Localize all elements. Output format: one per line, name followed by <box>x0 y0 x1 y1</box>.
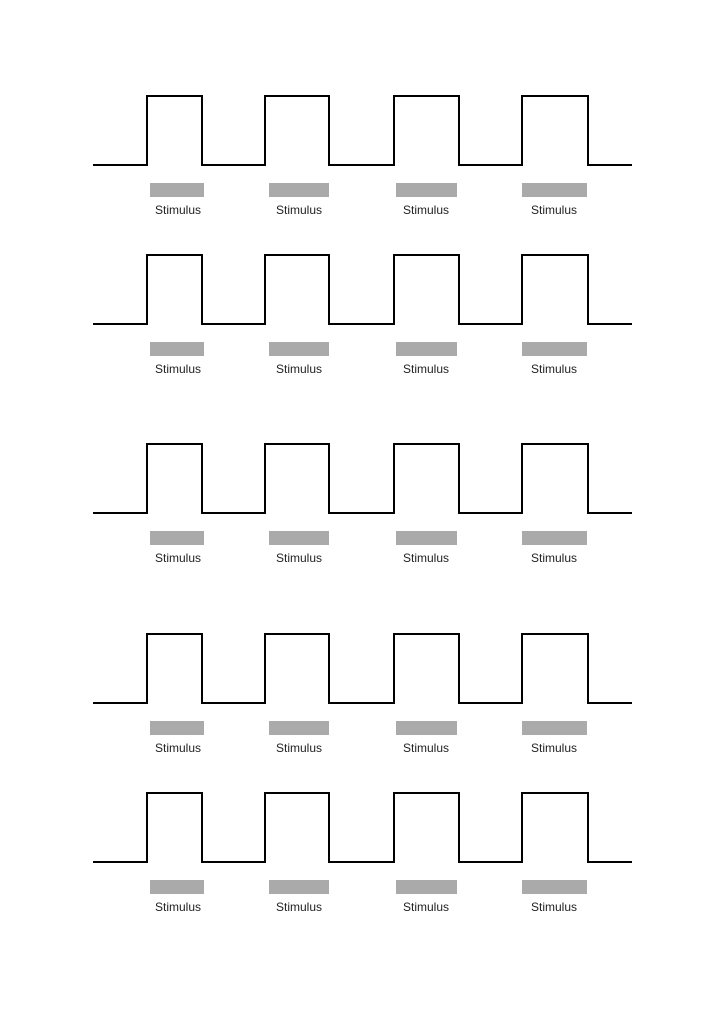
stimulus-bar <box>522 531 587 545</box>
pulse-row-2 <box>93 255 632 376</box>
stimulus-label: Stimulus <box>154 203 202 217</box>
stimulus-label: Stimulus <box>402 741 450 755</box>
stimulus-bar <box>522 342 587 356</box>
stimulus-bar <box>522 880 587 894</box>
stimulus-bar <box>396 342 457 356</box>
square-wave <box>93 96 632 165</box>
stimulus-label: Stimulus <box>530 551 578 565</box>
stimulus-label: Stimulus <box>154 741 202 755</box>
stimulus-bar <box>150 531 204 545</box>
stimulus-bar <box>150 721 204 735</box>
stimulus-label: Stimulus <box>154 362 202 376</box>
stimulus-bar <box>150 880 204 894</box>
stimulus-bar <box>269 342 329 356</box>
pulse-row-5 <box>93 793 632 914</box>
stimulus-bar <box>396 721 457 735</box>
pulse-row-4 <box>93 634 632 755</box>
stimulus-bar <box>396 183 457 197</box>
stimulus-bar <box>522 721 587 735</box>
pulse-row-3 <box>93 444 632 565</box>
stimulus-bar <box>522 183 587 197</box>
stimulus-label: Stimulus <box>402 900 450 914</box>
stimulus-bar <box>396 880 457 894</box>
stimulus-label: Stimulus <box>402 203 450 217</box>
stimulus-label: Stimulus <box>530 362 578 376</box>
square-wave <box>93 793 632 862</box>
stimulus-bar <box>269 531 329 545</box>
square-wave <box>93 255 632 324</box>
stimulus-bar <box>396 531 457 545</box>
stimulus-bar <box>269 183 329 197</box>
stimulus-label: Stimulus <box>275 362 323 376</box>
stimulus-label: Stimulus <box>530 203 578 217</box>
stimulus-label: Stimulus <box>275 203 323 217</box>
stimulus-bar <box>269 880 329 894</box>
stimulus-bar <box>269 721 329 735</box>
stimulus-label: Stimulus <box>402 551 450 565</box>
stimulus-label: Stimulus <box>530 900 578 914</box>
stimulus-bar <box>150 342 204 356</box>
square-wave <box>93 444 632 513</box>
square-wave <box>93 634 632 703</box>
stimulus-bar <box>150 183 204 197</box>
stimulus-label: Stimulus <box>275 741 323 755</box>
stimulus-label: Stimulus <box>530 741 578 755</box>
stimulus-label: Stimulus <box>275 551 323 565</box>
stimulus-label: Stimulus <box>154 551 202 565</box>
stimulus-label: Stimulus <box>275 900 323 914</box>
stimulus-label: Stimulus <box>402 362 450 376</box>
pulse-row-1 <box>93 96 632 217</box>
stimulus-label: Stimulus <box>154 900 202 914</box>
